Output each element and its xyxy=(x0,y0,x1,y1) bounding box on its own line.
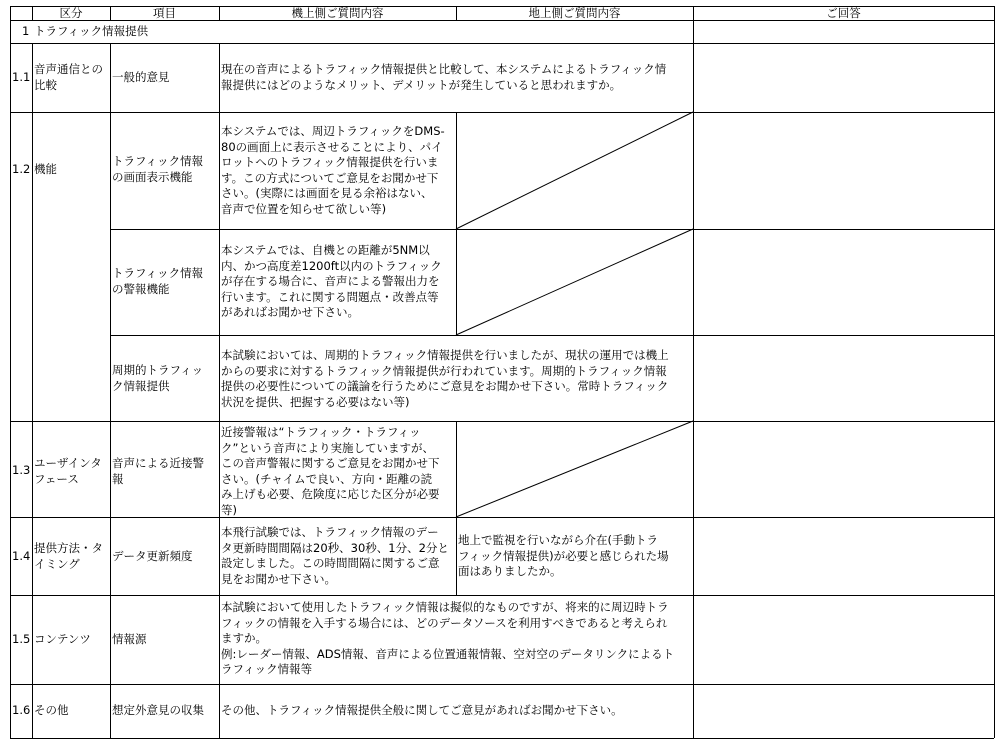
row-number: 1.6 xyxy=(12,703,31,717)
row-item: トラフィック情報 の警報機能 xyxy=(112,266,204,296)
answer-cell[interactable] xyxy=(694,113,993,228)
grid-line xyxy=(10,20,994,21)
section-number: 1 xyxy=(22,24,30,38)
row-number: 1.1 xyxy=(12,70,31,84)
row-category: その他 xyxy=(34,703,69,717)
row-number: 1.4 xyxy=(12,549,31,563)
row-number: 1.3 xyxy=(12,463,31,477)
grid-line xyxy=(456,421,457,595)
grid-line xyxy=(219,43,220,738)
grid-line xyxy=(994,6,995,738)
row-number: 1.5 xyxy=(12,632,31,646)
header-koumoku: 項目 xyxy=(153,6,176,20)
diagonal-line xyxy=(456,112,693,229)
header-kubun: 区分 xyxy=(59,6,83,20)
row-category: コンテンツ xyxy=(34,632,91,646)
row-item: 一般的意見 xyxy=(112,70,170,84)
header-air-question: 機上側ご質問内容 xyxy=(291,6,384,20)
ground-question-text: 地上で監視を行いながら介在(手動トラ フィック情報提供)が必要と感じられた場 面はありましたか。 xyxy=(458,533,669,578)
answer-cell[interactable] xyxy=(694,230,993,334)
answer-cell[interactable] xyxy=(694,518,993,594)
diagonal-line xyxy=(456,229,693,335)
grid-line xyxy=(110,43,111,738)
grid-line xyxy=(10,6,11,738)
row-item: 想定外意見の収集 xyxy=(112,703,204,717)
row-item: データ更新頻度 xyxy=(112,549,193,563)
answer-cell[interactable] xyxy=(694,596,993,683)
header-ground-question: 地上側ご質問内容 xyxy=(528,6,621,20)
section-title: トラフィック情報提供 xyxy=(34,24,149,38)
row-category: 機能 xyxy=(34,162,57,176)
row-item: トラフィック情報 の画面表示機能 xyxy=(112,154,204,184)
air-question-text: 本試験においては、周期的トラフィック情報提供を行いましたが、現状の運用では機上 からの要求に対するトラフィック情報提供が行われています。周期的トラフィック情報 提供の必要性についての議論を行うためにご意見をお聞かせ下さい。常時トラフィック 状況を提供、把握する必要はない等) xyxy=(221,348,669,409)
header-answer: ご回答 xyxy=(826,6,861,20)
air-question-text: 近接警報は“トラフィック・トラフィッ ク”という音声により実施していますが、 この音声警報に関するご意見をお聞かせ下 さい。(チャイムで良い、方向・距離の読 み上げも必要、危険度に応じた区分が必要 等) xyxy=(221,425,440,517)
air-question-text: 本飛行試験では、トラフィック情報のデー タ更新時間間隔は20秒、30秒、1分、2分と 設定しました。この時間間隔に関するご意 見をお聞かせ下さい。 xyxy=(221,525,449,586)
grid-line xyxy=(32,43,33,738)
grid-line xyxy=(10,738,994,739)
row-category: 音声通信との 比較 xyxy=(34,62,103,92)
row-category: ユーザインタ フェース xyxy=(34,456,102,486)
answer-cell[interactable] xyxy=(694,336,993,420)
row-item: 音声による近接警 報 xyxy=(112,456,204,486)
row-number: 1.2 xyxy=(12,162,31,176)
row-item: 情報源 xyxy=(112,632,147,646)
grid-line xyxy=(456,112,457,335)
diagonal-line xyxy=(456,421,693,517)
row-item: 周期的トラフィッ ク情報提供 xyxy=(112,363,204,393)
answer-cell[interactable] xyxy=(694,422,993,516)
air-question-text: 本システムでは、自機との距離が5NM以 内、かつ高度差1200ft以内のトラフィック が存在する場合に、音声による警報出力を 行います。これに関する問題点・改善点等 があればお聞かせ下さい。 xyxy=(221,243,442,319)
air-question-text: 本試験において使用したトラフィック情報は擬似的なものですが、将来的に周辺時トラ フィックの情報を入手する場合には、どのデータソースを利用すべきであると考えられ ますか。 例:レーダー情報、ADS情報、音声による位置通報情報、空対空のデータリンクによるト ラフィック情報等 xyxy=(221,600,675,676)
answer-cell[interactable] xyxy=(694,685,993,737)
row-category: 提供方法・タ イミング xyxy=(34,541,103,571)
answer-cell[interactable] xyxy=(694,44,993,111)
air-question-text: 本システムでは、周辺トラフィックをDMS- 80の画面上に表示させることにより、パイ ロットへのトラフィック情報提供を行いま す。この方式についてご意見をお聞かせ下 さい。(実際には画面を見る余裕はない、 音声で位置を知らせて欲しい等) xyxy=(221,124,445,216)
air-question-text: 現在の音声によるトラフィック情報提供と比較して、本システムによるトラフィック情 報提供にはどのようなメリット、デメリットが発生していると思われますか。 xyxy=(221,62,667,92)
air-question-text: その他、トラフィック情報提供全般に関してご意見があればお聞かせ下さい。 xyxy=(221,703,623,717)
